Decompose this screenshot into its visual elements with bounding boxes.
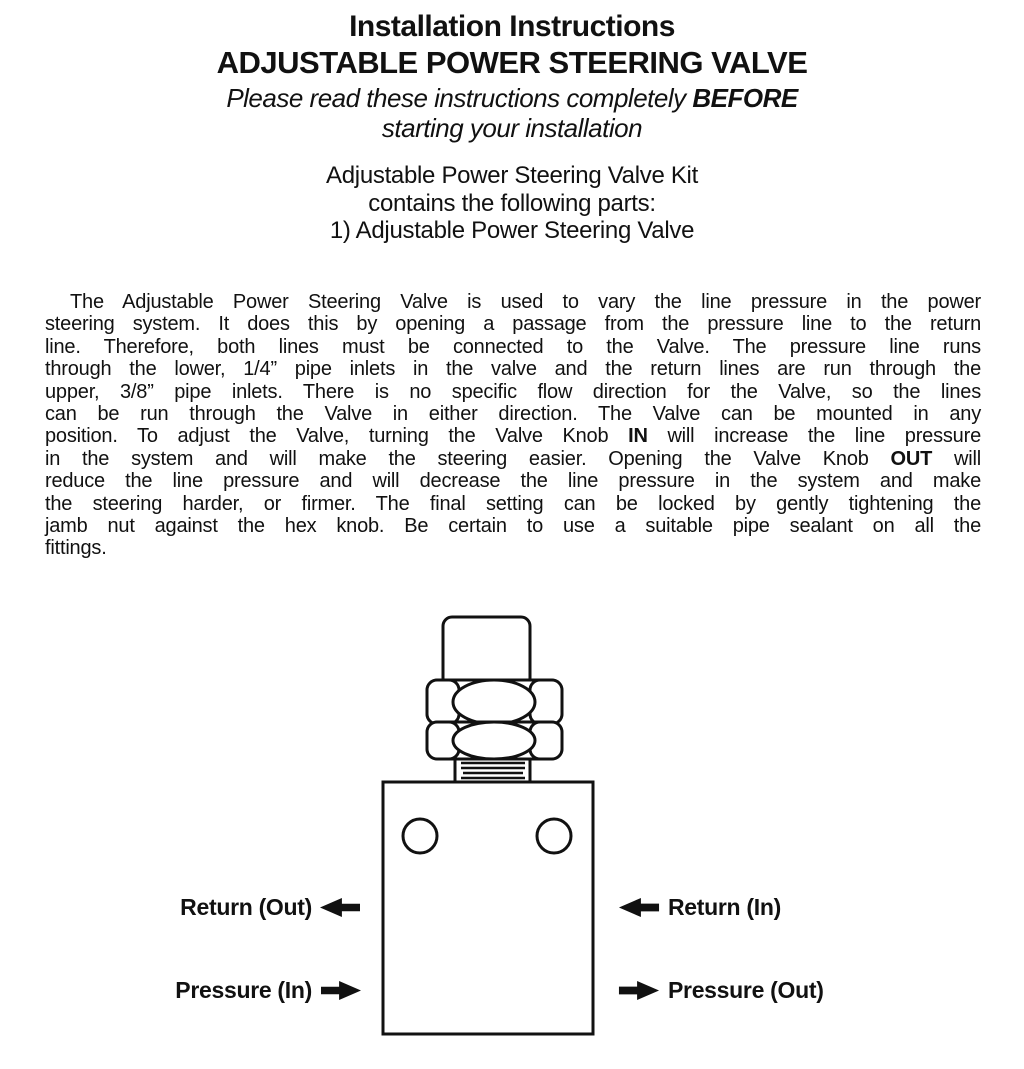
arrow-right-icon [618, 980, 660, 1001]
kit-line-part-1: 1) Adjustable Power Steering Valve [329, 217, 695, 244]
paragraph-text: steering system. It does this by opening a passage from the pressure line to the return [45, 313, 981, 336]
paragraph-text: through the lower, 1/4” pipe inlets in the valve and the return lines are run through the [45, 358, 981, 381]
label-return-in: Return (In) [668, 894, 781, 920]
arrow-left-icon [618, 897, 660, 918]
valve-knob [443, 617, 530, 687]
arrow-right-icon [321, 980, 361, 1001]
paragraph-text: will increase the line pressure [647, 425, 981, 448]
kit-line-contains: contains the following parts: [368, 189, 656, 217]
emphasis-text: IN [628, 425, 648, 448]
paragraph-text: jamb nut against the hex knob. Be certain to use a suitable pipe sealant on all the [45, 515, 981, 538]
port-hole-left [403, 819, 437, 853]
notice-emphasis: BEFORE [692, 83, 798, 113]
paragraph-text: The Adjustable Power Steering Valve is used to vary the line pressure in the power [70, 291, 981, 313]
label-pressure-out: Pressure (Out) [668, 977, 824, 1003]
paragraph-text: will [932, 447, 981, 470]
document-title: Installation Instructions [349, 10, 675, 43]
jamb-nut [427, 722, 562, 759]
label-pressure-in: Pressure (In) [175, 977, 312, 1003]
emphasis-text: OUT [890, 447, 933, 470]
port-hole-right [537, 819, 571, 853]
paragraph-text: can be run through the Valve in either direction. The Valve can be mounted in any [45, 403, 981, 426]
paragraph-text: fittings. [45, 537, 107, 560]
read-before-notice-line2: starting your installation [381, 113, 643, 143]
arrow-left-icon [320, 897, 360, 918]
label-return-out: Return (Out) [180, 894, 312, 920]
paragraph-text: reduce the line pressure and will decrease the line pressure in the system and make [45, 470, 981, 493]
product-title: ADJUSTABLE POWER STEERING VALVE [216, 45, 808, 80]
paragraph-text: line. Therefore, both lines must be connected to the Valve. The pressure line runs [45, 335, 981, 358]
hex-knob-nut [427, 680, 562, 724]
paragraph-text: position. To adjust the Valve, turning the Valve Knob [45, 425, 629, 448]
paragraph-text: upper, 3/8” pipe inlets. There is no specific flow direction for the Valve, so the lines [45, 380, 981, 403]
notice-text: Please read these instructions completely [226, 83, 693, 113]
paragraph-text: the steering harder, or firmer. The final setting can be locked by gently tightening the [45, 492, 981, 515]
kit-line-title: Adjustable Power Steering Valve Kit [326, 162, 698, 189]
paragraph-text: in the system and will make the steering easier. Opening the Valve Knob [45, 447, 891, 470]
